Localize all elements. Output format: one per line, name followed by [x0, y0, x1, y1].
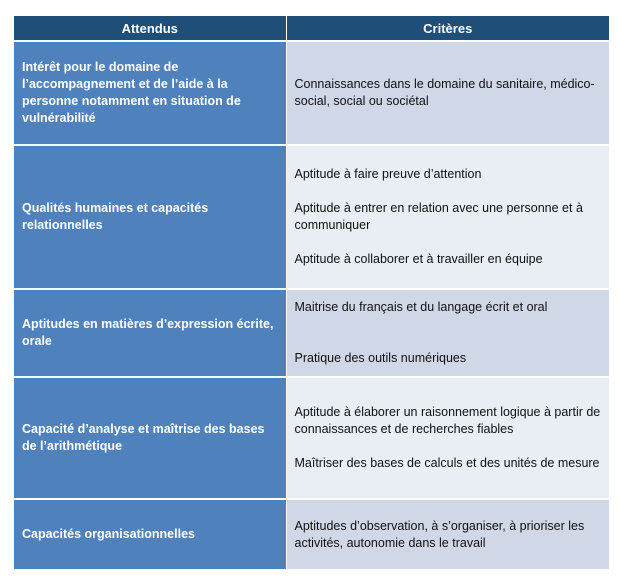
critere-item: Aptitude à collaborer et à travailler en équipe [294, 252, 543, 266]
critere-item: Connaissances dans le domaine du sanitaire, médico-social, social ou sociétal [294, 77, 595, 108]
criteres-cell [286, 289, 609, 377]
criteres-cell [286, 145, 609, 289]
critere-item: Maitrise du français et du langage écrit et oral [294, 300, 548, 314]
criteres-cell [286, 499, 609, 569]
header-criteres: Critères [286, 16, 609, 41]
critere-item: Aptitude à élaborer un raisonnement logique à partir de connaissances et de recherches fiables [294, 405, 601, 436]
attendu-cell: Capacités organisationnelles [14, 499, 286, 569]
critere-item: Pratique des outils numériques [294, 351, 467, 365]
table-row [14, 377, 609, 499]
attendu-cell: Aptitudes en matières d’expression écrite, orale [14, 289, 286, 377]
attendu-cell: Qualités humaines et capacités relationnelles [14, 145, 286, 289]
attendu-cell: Intérêt pour le domaine de l’accompagnement et de l’aide à la personne notamment en situation de vulnérabilité [14, 41, 286, 145]
critere-item: Maîtriser des bases de calculs et des unités de mesure [294, 456, 600, 470]
table-row [14, 145, 609, 289]
critere-item: Aptitude à entrer en relation avec une personne et à communiquer [294, 201, 583, 232]
criteres-cell [286, 377, 609, 499]
table-row [14, 41, 609, 145]
table-row [14, 289, 609, 377]
criteria-table [14, 16, 609, 569]
table-header-row [14, 16, 609, 41]
attendu-cell: Capacité d’analyse et maîtrise des bases de l’arithmétique [14, 377, 286, 499]
critere-item: Aptitude à faire preuve d’attention [294, 167, 482, 181]
criteres-cell [286, 41, 609, 145]
critere-item: Aptitudes d’observation, à s’organiser, à prioriser les activités, autonomie dans le travail [294, 518, 585, 550]
header-attendus: Attendus [14, 16, 286, 41]
table-row [14, 499, 609, 569]
